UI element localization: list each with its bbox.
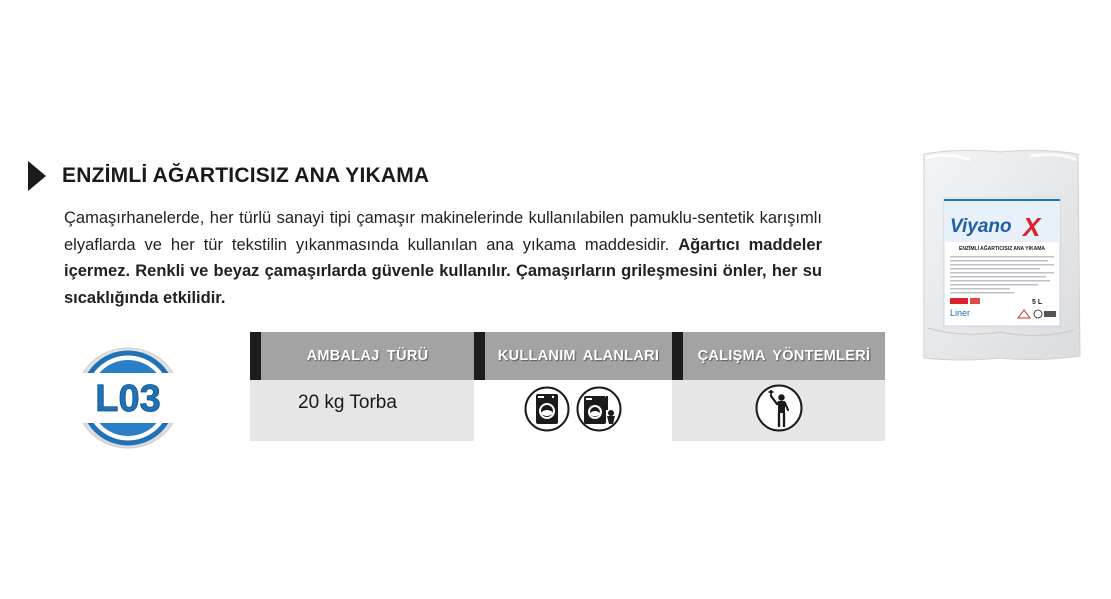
product-bag-image xyxy=(920,148,1082,364)
svg-text:X: X xyxy=(1023,212,1041,242)
svg-text:Liner: Liner xyxy=(950,308,971,318)
header-working-methods: ÇALIŞMA YÖNTEMLERİ xyxy=(672,332,885,380)
product-description xyxy=(64,205,822,311)
header-usage-areas: KULLANIM ALANLARI xyxy=(474,332,672,380)
product-title: ENZİMLİ AĞARTICISIZ ANA YIKAMA xyxy=(62,164,430,187)
product-code-badge xyxy=(72,342,184,450)
svg-text:Viyano: Viyano xyxy=(950,216,1012,237)
cell-usage xyxy=(474,380,672,441)
play-arrow-icon xyxy=(28,161,46,191)
cell-package xyxy=(250,380,474,441)
description-bold: Ağartıcı maddeler içermez. Renkli ve beyaz çamaşırlarda güvenle kullanılır. Çamaşırların grileşmesini önler, her su sıcaklığında etkilidir. xyxy=(64,235,822,307)
product-code-text: L03 xyxy=(95,378,161,420)
washer-dryer-icon xyxy=(576,386,622,432)
description-plain: Çamaşırhanelerde, her türlü sanayi tipi çamaşır makinelerinde kullanılabilen pamuklu-sentetik karışımlı elyaflarda ve her tür tekstilin yıkanmasında kullanılan ana yıkama maddesidir. xyxy=(64,209,822,254)
svg-text:ENZİMLİ AĞARTICISIZ ANA YIKAMA: ENZİMLİ AĞARTICISIZ ANA YIKAMA xyxy=(958,246,1046,252)
title-row xyxy=(28,160,429,192)
svg-text:5 L: 5 L xyxy=(1032,299,1043,306)
package-text: 20 kg Torba xyxy=(298,392,397,413)
header-package-type: AMBALAJ TÜRÜ xyxy=(250,332,474,380)
manual-dosing-person-icon xyxy=(755,384,803,432)
washing-machine-icon xyxy=(524,386,570,432)
